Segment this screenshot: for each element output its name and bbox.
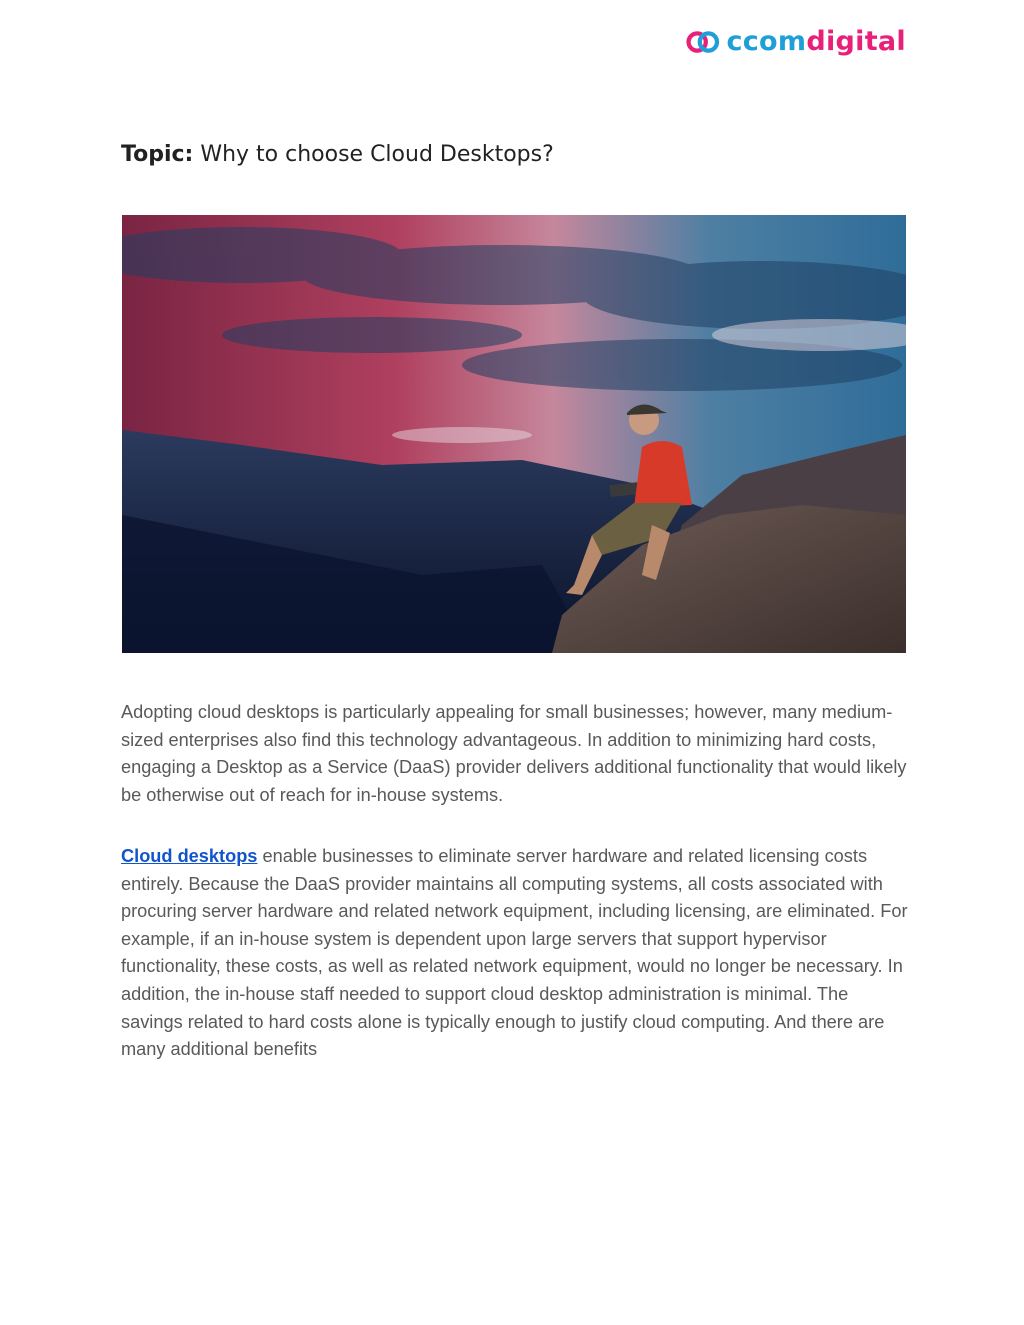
hero-image [122, 215, 906, 653]
cloud-desktops-link[interactable]: Cloud desktops [121, 846, 258, 866]
cloud-desktops-paragraph [121, 843, 911, 1064]
intro-paragraph: Adopting cloud desktops is particularly appealing for small businesses; however, many medium-sized enterprises also find this technology advantageous. In addition to minimizing hard costs, engaging a Desktop as a Service (DaaS) provider delivers additional functionality that would likely be otherwise out of reach for in-house systems. [121, 702, 907, 805]
logo-rings-icon [686, 26, 720, 58]
paragraph-text: enable businesses to eliminate server hardware and related licensing costs entirely. Because the DaaS provider maintains all computing systems, all costs associated with procuring server hardware and related network equipment, including licensing, are eliminated. For example, if an in-house system is dependent upon large servers that support hypervisor functionality, these costs, as well as related network equipment, would no longer be necessary. In addition, the in-house staff needed to support cloud desktop administration is minimal. The savings related to hard costs alone is typically enough to justify cloud computing. And there are many additional benefits [121, 846, 908, 1060]
brand-logo [686, 24, 906, 60]
logo-wordmark: ccomdigital [726, 26, 906, 57]
topic-title: Why to choose Cloud Desktops? [200, 142, 554, 167]
topic-label: Topic: [121, 142, 194, 167]
page-title [121, 142, 554, 167]
